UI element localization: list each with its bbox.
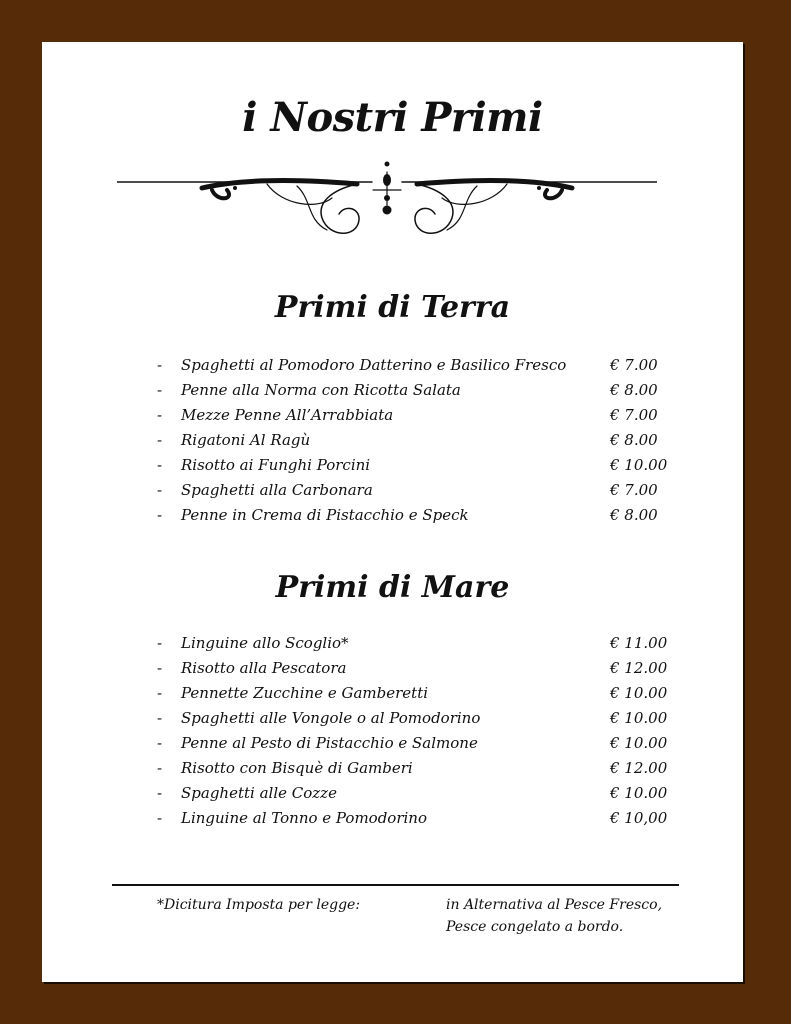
menu-item-bullet: - — [157, 481, 163, 499]
menu-item-bullet: - — [157, 784, 163, 802]
menu-item — [152, 681, 712, 706]
menu-item-name: Pennette Zucchine e Gamberetti — [181, 684, 429, 702]
menu-item-name: Risotto con Bisquè di Gamberi — [181, 759, 413, 777]
menu-item — [152, 706, 712, 731]
menu-item-price: € 10.00 — [610, 784, 668, 802]
menu-item-price: € 12.00 — [610, 659, 668, 677]
menu-item-name: Penne alla Norma con Ricotta Salata — [181, 381, 461, 399]
menu-item-bullet: - — [157, 356, 163, 374]
menu-item-bullet: - — [157, 809, 163, 827]
menu-item-bullet: - — [157, 506, 163, 524]
menu-item-price: € 10,00 — [610, 809, 668, 827]
section-title-terra: Primi di Terra — [274, 290, 511, 325]
menu-list-mare — [152, 631, 712, 831]
menu-item-price: € 7.00 — [610, 356, 658, 374]
menu-item — [152, 503, 712, 528]
divider — [112, 884, 679, 886]
menu-item-price: € 8.00 — [610, 506, 658, 524]
flourish-ornament-icon — [117, 160, 657, 250]
menu-item-bullet: - — [157, 759, 163, 777]
menu-item-price: € 10.00 — [610, 684, 668, 702]
menu-list-terra — [152, 353, 712, 528]
menu-item-price: € 7.00 — [610, 481, 658, 499]
menu-item — [152, 631, 712, 656]
menu-item-name: Penne al Pesto di Pistacchio e Salmone — [181, 734, 478, 752]
menu-item-bullet: - — [157, 431, 163, 449]
menu-item-name: Rigatoni Al Ragù — [181, 431, 311, 449]
menu-item-price: € 8.00 — [610, 381, 658, 399]
menu-item-price: € 10.00 — [610, 456, 668, 474]
menu-item — [152, 428, 712, 453]
menu-item — [152, 353, 712, 378]
menu-item-name: Spaghetti alle Cozze — [181, 784, 337, 802]
menu-item-name: Linguine allo Scoglio* — [181, 634, 349, 652]
menu-item-name: Risotto alla Pescatora — [181, 659, 347, 677]
menu-item-bullet: - — [157, 734, 163, 752]
menu-item-bullet: - — [157, 684, 163, 702]
menu-item — [152, 756, 712, 781]
footnote-label: *Dicitura Imposta per legge: — [157, 897, 361, 913]
menu-item — [152, 378, 712, 403]
menu-item-name: Mezze Penne All’Arrabbiata — [181, 406, 394, 424]
menu-item — [152, 781, 712, 806]
menu-item — [152, 656, 712, 681]
menu-item-bullet: - — [157, 634, 163, 652]
footnote-line-1: in Alternativa al Pesce Fresco, — [446, 897, 663, 913]
menu-item-price: € 11.00 — [610, 634, 668, 652]
menu-item — [152, 453, 712, 478]
menu-item-bullet: - — [157, 406, 163, 424]
footnote-line-2: Pesce congelato a bordo. — [446, 919, 624, 935]
menu-item — [152, 403, 712, 428]
menu-item-bullet: - — [157, 709, 163, 727]
menu-item-price: € 10.00 — [610, 734, 668, 752]
menu-page — [42, 42, 743, 982]
section-title-mare: Primi di Mare — [275, 570, 510, 605]
menu-item — [152, 806, 712, 831]
menu-item-name: Spaghetti alla Carbonara — [181, 481, 373, 499]
menu-item-price: € 8.00 — [610, 431, 658, 449]
menu-item — [152, 731, 712, 756]
menu-item-bullet: - — [157, 381, 163, 399]
menu-item-price: € 7.00 — [610, 406, 658, 424]
menu-item-name: Penne in Crema di Pistacchio e Speck — [181, 506, 469, 524]
menu-item-bullet: - — [157, 456, 163, 474]
menu-item — [152, 478, 712, 503]
menu-item-name: Spaghetti al Pomodoro Datterino e Basilico Fresco — [181, 356, 567, 374]
page-title: i Nostri Primi — [242, 94, 543, 141]
menu-item-name: Linguine al Tonno e Pomodorino — [181, 809, 427, 827]
menu-item-price: € 12.00 — [610, 759, 668, 777]
menu-item-name: Risotto ai Funghi Porcini — [181, 456, 371, 474]
menu-item-price: € 10.00 — [610, 709, 668, 727]
menu-item-bullet: - — [157, 659, 163, 677]
menu-item-name: Spaghetti alle Vongole o al Pomodorino — [181, 709, 481, 727]
